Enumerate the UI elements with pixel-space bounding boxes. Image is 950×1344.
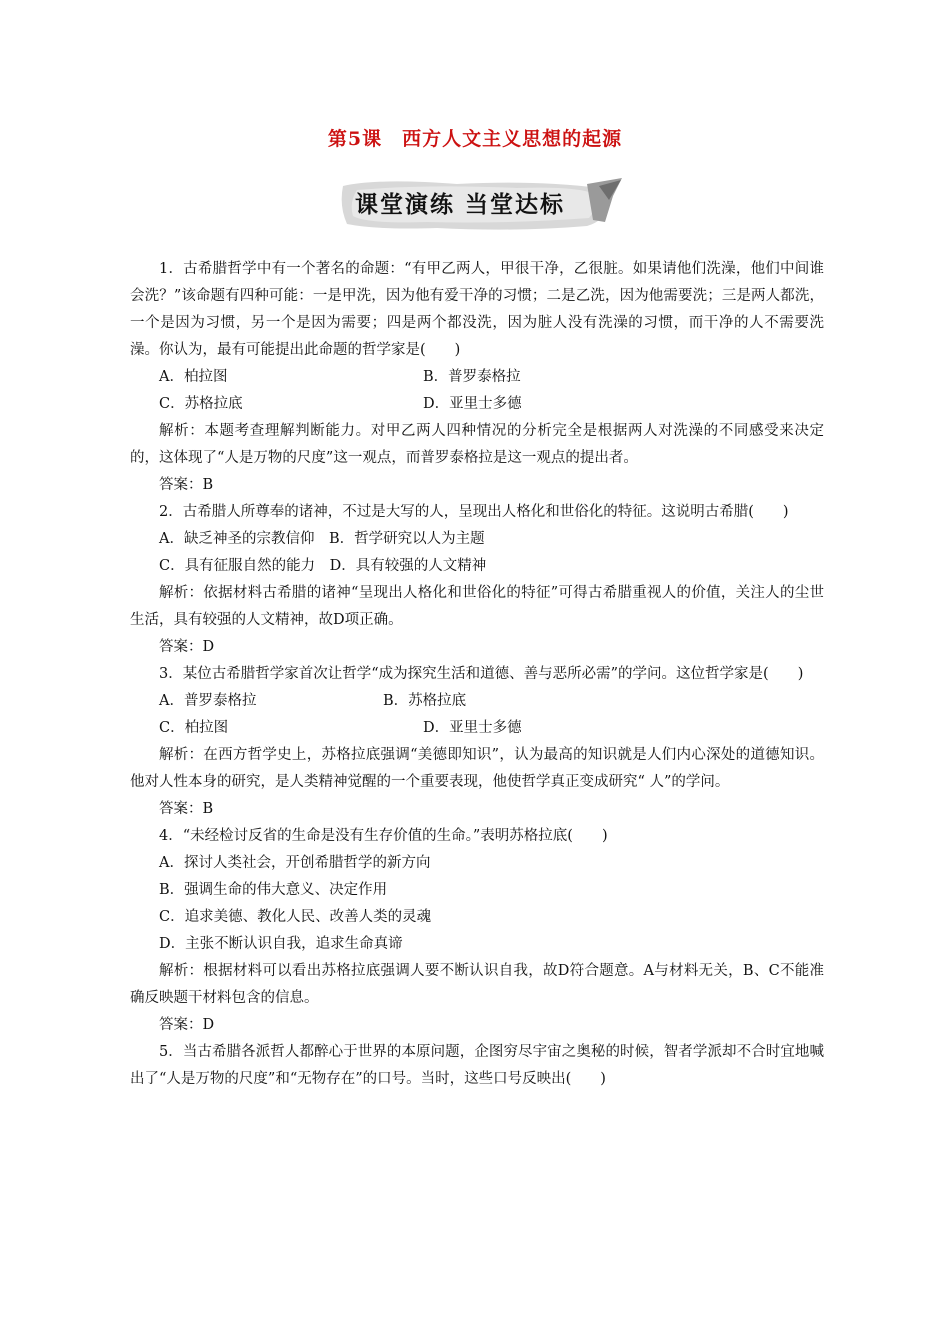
question-1-option-c: C．苏格拉底: [159, 396, 243, 412]
question-1-options-row-2: [130, 391, 824, 418]
question-1-options-row-1: [130, 364, 824, 391]
question-2-analysis: 解析：依据材料古希腊的诸神“呈现出人格化和世俗化的特征”可得古希腊重视人的价值，关注人的尘世生活，具有较强的人文精神，故D项正确。: [130, 585, 824, 628]
question-3-option-a: A．普罗泰格拉: [159, 693, 257, 709]
question-2-options-row-2: C．具有征服自然的能力 D．具有较强的人文精神: [159, 558, 487, 574]
question-1-analysis: 解析：本题考查理解判断能力。对甲乙两人四种情况的分析完全是根据两人对洗澡的不同感受来决定的，这体现了“人是万物的尺度”这一观点，而普罗泰格拉是这一观点的提出者。: [130, 423, 824, 466]
question-3-answer: 答案：B: [159, 801, 214, 817]
question-4-option-a: A．探讨人类社会，开创希腊哲学的新方向: [159, 855, 431, 871]
question-4-option-c: C．追求美德、教化人民、改善人类的灵魂: [159, 909, 432, 925]
question-3-stem: 3．某位古希腊哲学家首次让哲学“成为探究生活和道德、善与恶所必需”的学问。这位哲学家是( ): [159, 666, 804, 682]
question-4-option-d: D．主张不断认识自我，追求生命真谛: [159, 936, 403, 952]
question-3-option-c: C．柏拉图: [159, 720, 229, 736]
question-1-stem: 1．古希腊哲学中有一个著名的命题：“有甲乙两人，甲很干净，乙很脏。如果请他们洗澡，他们中间谁会洗？”该命题有四种可能：一是甲洗，因为他有爱干净的习惯；二是乙洗，因为他需要洗；三是两人都洗，一个是因为习惯，另一个是因为需要；四是两个都没洗，因为脏人没有洗澡的习惯，而干净的人不需要洗澡。你认为，最有可能提出此命题的哲学家是( ): [130, 261, 824, 358]
question-2-stem: 2．古希腊人所尊奉的诸神，不过是大写的人，呈现出人格化和世俗化的特征。这说明古希腊( ): [159, 504, 789, 520]
question-1-option-b: B．普罗泰格拉: [423, 369, 521, 385]
question-4-analysis: 解析：根据材料可以看出苏格拉底强调人要不断认识自我，故D符合题意。A与材料无关，B、C不能准确反映题干材料包含的信息。: [130, 963, 824, 1006]
question-5-stem: 5．当古希腊各派哲人都醉心于世界的本原问题，企图穷尽宇宙之奥秘的时候，智者学派却不合时宜地喊出了“人是万物的尺度”和“无物存在”的口号。当时，这些口号反映出( ): [130, 1044, 824, 1087]
question-1-option-a: A．柏拉图: [159, 369, 228, 385]
question-4-option-b: B．强调生命的伟大意义、决定作用: [159, 882, 388, 898]
banner-text: 课堂演练 当堂达标: [355, 192, 566, 218]
section-banner: [337, 176, 627, 234]
question-3-analysis: 解析：在西方哲学史上，苏格拉底强调“美德即知识”，认为最高的知识就是人们内心深处的道德知识。他对人性本身的研究，是人类精神觉醒的一个重要表现，他使哲学真正变成研究“ 人”的学问。: [130, 747, 824, 790]
question-3-option-b: B．苏格拉底: [383, 693, 467, 709]
question-1-option-d: D．亚里士多德: [423, 396, 522, 412]
content: [130, 256, 824, 1093]
question-3-options-row-2: [130, 715, 824, 742]
question-3-options-row-1: [130, 688, 824, 715]
question-2-answer: 答案：D: [159, 639, 215, 655]
question-4-answer: 答案：D: [159, 1017, 215, 1033]
lesson-title: 第5课 西方人文主义思想的起源: [327, 128, 623, 150]
question-3-option-d: D．亚里士多德: [423, 720, 522, 736]
question-1-answer: 答案：B: [159, 477, 214, 493]
question-4-stem: 4．“未经检讨反省的生命是没有生存价值的生命。”表明苏格拉底( ): [159, 828, 608, 844]
question-2-options-row-1: A．缺乏神圣的宗教信仰 B．哲学研究以人为主题: [159, 531, 485, 547]
